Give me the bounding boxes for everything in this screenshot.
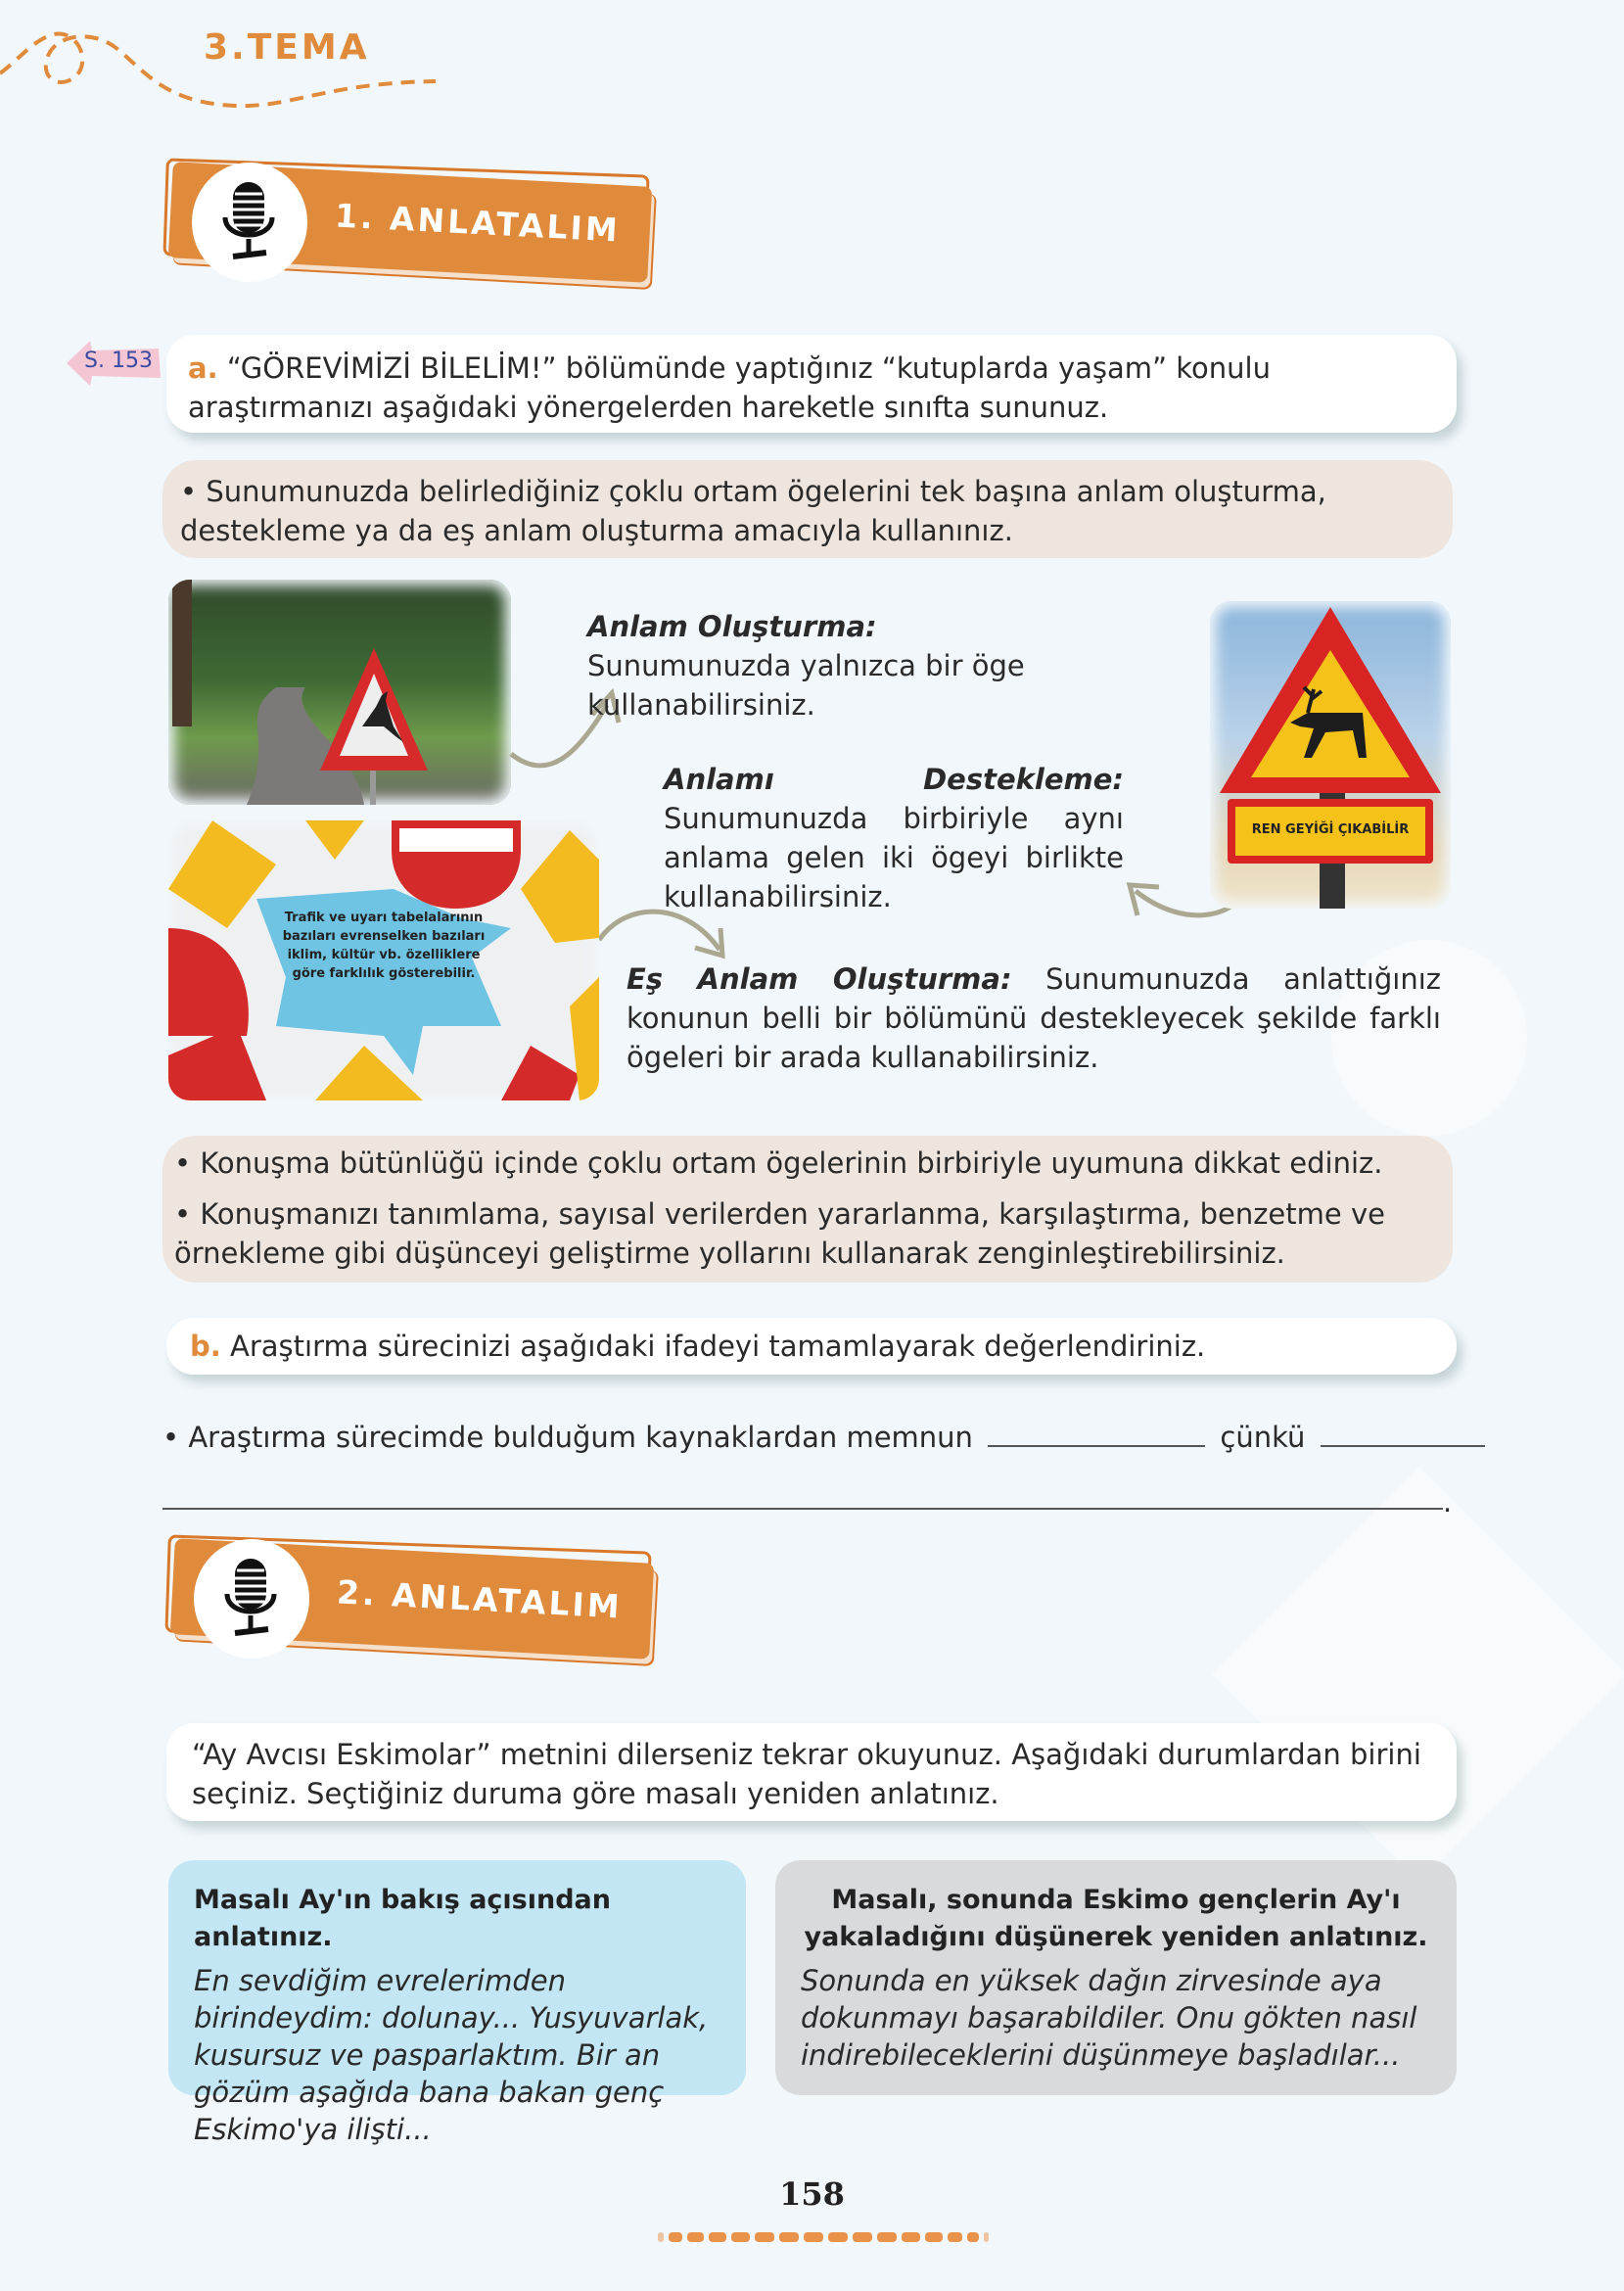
story-intro-text: “Ay Avcısı Eskimolar” metnini dilerseniz tekrar okuyunuz. Aşağıdaki durumlardan birini seçiniz. Seçtiğiniz duruma göre masalı yeniden anlatınız.	[192, 1738, 1421, 1810]
page-number: 158	[779, 2175, 845, 2213]
reindeer-sign-text: REN GEYİĞİ ÇIKABİLİR	[1251, 822, 1410, 837]
theme-title: 3.TEMA	[204, 27, 370, 68]
story-option-body: Sonunda en yüksek dağın zirvesinde aya dokunmayı başarabildiler. Onu gökten nasıl indirebileceklerini düşünmeye başladılar...	[801, 1964, 1417, 2072]
definition-synonym-creation: Eş Anlam Oluşturma: Sunumunuzda anlattığınız konunun belli bir bölümünü destekleyecek şekilde farklı ögeleri bir arada kullanabilirsiniz.	[626, 962, 1441, 1074]
collage-caption: Trafik ve uyarı tabelalarının bazıları evrenselken bazıları iklim, kültür vb. özelliklere göre farklılık gösterebilir.	[282, 911, 486, 981]
story-option-moon[interactable]	[168, 1860, 746, 2146]
guideline-item: • Konuşma bütünlüğü içinde çoklu ortam ögelerinin birbiriyle uyumuna dikkat ediniz.	[174, 1146, 1383, 1180]
story-option-heading: Masalı Ay'ın bakış açısından anlatınız.	[194, 1885, 611, 1952]
instruction-text: • Sunumunuzda belirlediğiniz çoklu ortam ögelerini tek başına anlam oluşturma, destekleme ya da eş anlam oluşturma amacıyla kullanınız.	[180, 475, 1326, 547]
guidelines-box	[162, 1136, 1453, 1283]
answer-line[interactable]	[162, 1508, 1443, 1510]
guideline-item: • Konuşmanızı tanımlama, sayısal verilerden yararlanma, karşılaştırma, benzetme ve örnekleme gibi düşünceyi geliştirme yollarını kullanarak zenginleştirebilirsiniz.	[174, 1197, 1385, 1270]
definition-term: Anlamı Destekleme:	[664, 763, 1124, 796]
section-banner-1	[170, 174, 650, 272]
definition-meaning-creation: Anlam Oluşturma: Sunumunuzda yalnızca bir öge kullanabilirsiniz.	[587, 610, 1025, 722]
task-b-text: Araştırma sürecinizi aşağıdaki ifadeyi tamamlayarak değerlendiriniz.	[230, 1330, 1206, 1363]
section-title: 2. ANLATALIM	[336, 1572, 624, 1626]
task-letter: a.	[188, 351, 218, 385]
instruction-box	[162, 460, 1453, 558]
story-option-body: En sevdiğim evrelerimden birindeydim: dolunay... Yusyuvarlak, kusursuz ve pasparlaktım. Bir an gözüm aşağıda bana bakan genç Eskimo'ya ilişti...	[194, 1964, 709, 2146]
definition-meaning-support: Anlamı Destekleme: Sunumunuzda birbiriyle aynı anlama gelen iki ögeyi birlikte kullanabilirsiniz.	[664, 763, 1124, 913]
deer-sign-photo	[168, 580, 511, 805]
story-intro-box	[166, 1723, 1457, 1821]
traffic-signs-collage	[168, 820, 599, 1100]
fill-in-sentence	[162, 1418, 1455, 1457]
task-a-text: “GÖREVİMİZİ BİLELİM!” bölümünde yaptığınız “kutuplarda yaşam” konulu araştırmanızı aşağıdaki yönergelerden hareketle sınıfta sununuz.	[188, 351, 1271, 424]
definition-term: Eş Anlam Oluşturma:	[626, 962, 1012, 996]
microphone-icon	[194, 1539, 309, 1659]
page-reference-tag[interactable]	[65, 339, 162, 388]
microphone-icon	[192, 163, 307, 282]
section-banner-2	[172, 1551, 652, 1649]
task-letter: b.	[190, 1330, 221, 1363]
story-option-heading: Masalı, sonunda Eskimo gençlerin Ay'ı yakaladığını düşünerek yeniden anlatınız.	[804, 1885, 1428, 1952]
answer-end-mark: .	[1443, 1485, 1453, 1519]
reindeer-sign-photo	[1210, 601, 1451, 909]
fill-in-middle: çünkü	[1220, 1421, 1306, 1454]
definition-term: Anlam Oluşturma:	[587, 610, 877, 643]
footer-dash-decoration	[658, 2232, 989, 2242]
task-b-box	[166, 1318, 1457, 1375]
page-reference-label: S. 153	[84, 349, 153, 373]
answer-blank-1[interactable]	[988, 1420, 1205, 1447]
section-title: 1. ANLATALIM	[334, 196, 622, 250]
task-a-box	[166, 335, 1457, 433]
story-option-ending[interactable]	[775, 1860, 1457, 2095]
fill-in-prefix: • Araştırma sürecimde bulduğum kaynaklardan memnun	[162, 1421, 973, 1454]
answer-blank-2[interactable]	[1321, 1420, 1485, 1447]
